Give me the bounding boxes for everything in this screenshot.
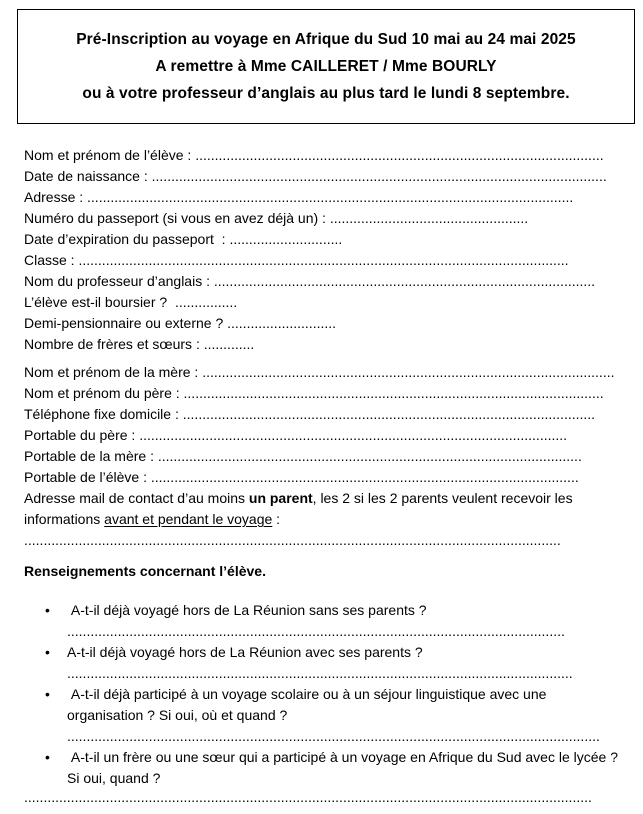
dotted-fill: .............................................................................................................................. <box>78 252 569 268</box>
form-field-half-board <box>24 313 622 334</box>
form-field-mother-name <box>24 362 622 383</box>
header-box <box>17 9 635 124</box>
form-field-father-name <box>24 383 622 404</box>
form-field-siblings-count <box>24 334 622 355</box>
form-field-home-phone <box>24 404 622 425</box>
field-label: Demi-pensionnaire ou externe ? <box>24 315 228 331</box>
form-field-address <box>24 187 622 208</box>
dotted-fill: ............................................................................................................. <box>157 448 582 464</box>
field-label: Nom et prénom de la mère : <box>24 364 203 380</box>
answer-dots: .................................................................................................................................. <box>67 665 573 681</box>
bullet-icon: • <box>45 749 50 765</box>
field-label: Nom et prénom de l’élève : <box>24 147 196 163</box>
bullet-icon: • <box>45 686 50 702</box>
question-text: A-t-il déjà participé à un voyage scolaire ou à un séjour linguistique avec une organisation ? Si oui, où et quand ? <box>67 686 551 723</box>
dotted-fill: .............................................................................................................. <box>139 427 568 443</box>
dotted-fill: ................ <box>174 294 238 310</box>
email-text-1: Adresse mail de contact d’au moins <box>24 490 249 506</box>
dotted-fill: ......................................................................................................... <box>195 147 604 163</box>
field-label: Nom et prénom du père : <box>24 385 184 401</box>
field-label: Téléphone fixe domicile : <box>24 406 183 422</box>
dotted-fill: ..................................................................................................................... <box>151 168 607 184</box>
email-answer-dots: .......................................................................................................................................... <box>24 532 561 548</box>
form-field-mother-mobile <box>24 446 622 467</box>
dotted-fill: .......................................................................................................... <box>202 364 615 380</box>
form-field-english-teacher <box>24 271 622 292</box>
student-questions-list <box>24 600 622 789</box>
student-fields-group <box>24 145 622 355</box>
form-field-passport-number <box>24 208 622 229</box>
answer-dots: ......................................................................................................................................... <box>67 728 600 744</box>
document-page <box>0 9 643 814</box>
email-text-2: , les 2 si les 2 parents veulent recevoir les informations <box>24 490 573 527</box>
document-body <box>24 145 622 805</box>
form-field-passport-expiry <box>24 229 622 250</box>
form-field-birth-date <box>24 166 622 187</box>
question-text: A-t-il déjà voyagé hors de La Réunion sans ses parents ? <box>67 602 427 618</box>
field-label: Nombre de frères et sœurs : <box>24 336 204 352</box>
email-text-3: : <box>272 511 281 527</box>
email-underlined-phrase: avant et pendant le voyage <box>104 511 273 527</box>
form-field-student-mobile <box>24 467 622 488</box>
dotted-fill: .............................................................................................................. <box>150 469 579 485</box>
field-label: Numéro du passeport (si vous en avez déjà un) : <box>24 210 330 226</box>
bullet-icon: • <box>45 602 50 618</box>
form-field-father-mobile <box>24 425 622 446</box>
question-travel-without-parents <box>24 600 622 642</box>
field-label: Nom du professeur d’anglais : <box>24 273 214 289</box>
dotted-fill: ............................. <box>229 231 343 247</box>
field-label: Portable du père : <box>24 427 140 443</box>
field-label: Date de naissance : <box>24 168 152 184</box>
field-label: Adresse : <box>24 189 88 205</box>
question-school-trip <box>24 684 622 747</box>
email-contact-paragraph <box>24 488 622 530</box>
question-sibling-trip <box>24 747 622 789</box>
dotted-fill: ............. <box>203 336 255 352</box>
document-title-line-2: A remettre à Mme CAILLERET / Mme BOURLY <box>155 58 497 75</box>
form-field-class <box>24 250 622 271</box>
field-label: Portable de l’élève : <box>24 469 151 485</box>
email-bold-un-parent: un parent <box>248 490 313 506</box>
dotted-fill: ............................ <box>227 315 337 331</box>
dotted-fill: .................................................................................................. <box>213 273 596 289</box>
section-heading: Renseignements concernant l’élève. <box>24 563 266 579</box>
field-label: Classe : <box>24 252 79 268</box>
question-text: A-t-il déjà voyagé hors de La Réunion avec ses parents ? <box>67 644 423 660</box>
field-label: Portable de la mère : <box>24 448 158 464</box>
bullet-icon: • <box>45 644 50 660</box>
field-label: Date d’expiration du passeport : <box>24 231 230 247</box>
answer-dots: ................................................................................................................................ <box>67 623 565 639</box>
closing-answer-dots: .................................................................................................................................................. <box>24 789 592 805</box>
field-label: L’élève est-il boursier ? <box>24 294 175 310</box>
form-field-scholarship <box>24 292 622 313</box>
document-title-line-3: ou à votre professeur d’anglais au plus tard le lundi 8 septembre. <box>82 85 570 102</box>
dotted-fill: .......................................................................................................... <box>182 406 596 422</box>
dotted-fill: ................................................... <box>329 210 529 226</box>
dotted-fill: ............................................................................................................................. <box>87 189 574 205</box>
question-travel-with-parents <box>24 642 622 684</box>
parent-fields-group <box>24 362 622 488</box>
form-field-student-name <box>24 145 622 166</box>
question-text: A-t-il un frère ou une sœur qui a participé à un voyage en Afrique du Sud avec le lycée ? Si oui, quand ? <box>67 749 622 786</box>
document-title-line-1: Pré-Inscription au voyage en Afrique du Sud 10 mai au 24 mai 2025 <box>76 31 576 48</box>
dotted-fill: ............................................................................................................ <box>183 385 604 401</box>
